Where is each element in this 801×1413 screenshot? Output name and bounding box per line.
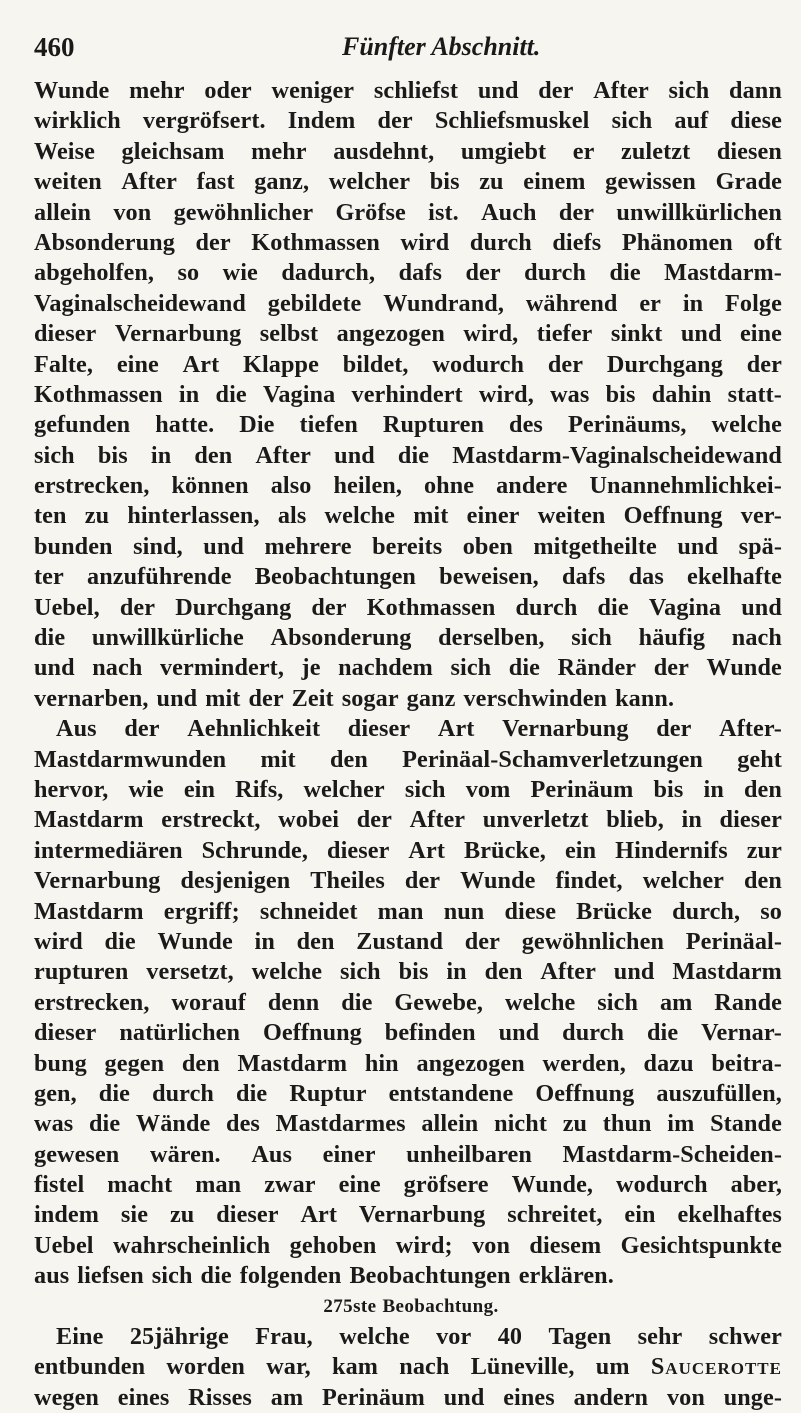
text-line: erstrecken, worauf denn die Gewebe, welche sich am Rande (34, 988, 782, 1016)
text-line: was die Wände des Mastdarmes allein nicht zu thun im Stande (34, 1110, 782, 1138)
text-line: Mastdarm erstreckt, wobei der After unverletzt blieb, in dieser (34, 806, 782, 834)
text-line: Vernarbung desjenigen Theiles der Wunde findet, welcher den (34, 867, 782, 895)
text-line: die unwillkürliche Absonderung derselben, sich häufig nach (34, 624, 782, 652)
section-title: Fünfter Abschnitt. (342, 32, 541, 61)
text-line: Weise gleichsam mehr ausdehnt, umgiebt er zuletzt diesen (34, 137, 782, 165)
text-line: Eine 25jährige Frau, welche vor 40 Tagen sehr schwer (56, 1323, 782, 1351)
text-line: sich bis in den After und die Mastdarm-Vaginalscheidewand (34, 441, 782, 469)
text-line: vernarben, und mit der Zeit sogar ganz verschwinden kann. (34, 684, 675, 712)
text-line: fistel macht man zwar eine gröfsere Wunde, wodurch aber, (34, 1171, 782, 1199)
text-line: aus liefsen sich die folgenden Beobachtungen erklären. (34, 1262, 614, 1290)
page-number: 460 (34, 32, 75, 62)
text-line: dieser Vernarbung selbst angezogen wird, tiefer sinkt und eine (34, 320, 782, 348)
text-line: gefunden hatte. Die tiefen Rupturen des Perinäums, welche (34, 411, 782, 439)
text-line: dieser natürlichen Oeffnung befinden und durch die Vernar- (34, 1019, 782, 1047)
text-line: Absonderung der Kothmassen wird durch diefs Phänomen oft (34, 228, 782, 256)
text-line: bunden sind, und mehrere bereits oben mitgetheilte und spä- (34, 532, 782, 560)
text-line: Aus der Aehnlichkeit dieser Art Vernarbung der After- (56, 715, 782, 743)
text-line: ten zu hinterlassen, als welche mit einer weiten Oeffnung ver- (34, 502, 782, 530)
text-line: Uebel, der Durchgang der Kothmassen durch die Vagina und (34, 593, 782, 621)
text-line: rupturen versetzt, welche sich bis in den After und Mastdarm (34, 958, 782, 986)
text-line: intermediären Schrunde, dieser Art Brücke, ein Hindernifs zur (34, 836, 782, 864)
text-line: gen, die durch die Ruptur entstandene Oeffnung auszufüllen, (34, 1079, 782, 1107)
text-line: und nach vermindert, je nachdem sich die Ränder der Wunde (34, 654, 782, 682)
text-line: allein von gewöhnlicher Gröfse ist. Auch der unwillkürlichen (34, 198, 782, 226)
text-line: gewesen wären. Aus einer unheilbaren Mastdarm-Scheiden- (34, 1140, 782, 1168)
observation-heading: 275ste Beobachtung. (323, 1295, 499, 1317)
text-line: wirklich vergröfsert. Indem der Schliefsmuskel sich auf diese (34, 107, 782, 135)
text-line: Mastdarm ergriff; schneidet man nun diese Brücke durch, so (34, 897, 782, 925)
text-line: wird die Wunde in den Zustand der gewöhnlichen Perinäal- (34, 927, 782, 955)
text-line: ter anzuführende Beobachtungen beweisen, dafs das ekelhafte (34, 563, 782, 591)
text-line: entbunden worden war, kam nach Lüneville, um Saucerotte (34, 1352, 782, 1382)
text-line: Kothmassen in die Vagina verhindert wird, was bis dahin statt- (34, 380, 782, 408)
text-line: abgeholfen, so wie dadurch, dafs der durch die Mastdarm- (34, 259, 782, 287)
text-line: Vaginalscheidewand gebildete Wundrand, während er in Folge (34, 289, 782, 317)
text-line: erstrecken, können also heilen, ohne andere Unannehmlichkei- (34, 472, 782, 500)
running-head (34, 30, 794, 64)
text-line: bung gegen den Mastdarm hin angezogen werden, dazu beitra- (34, 1049, 782, 1077)
text-line: indem sie zu dieser Art Vernarbung schreitet, ein ekelhaftes (34, 1201, 782, 1229)
text-line: weiten After fast ganz, welcher bis zu einem gewissen Grade (34, 168, 782, 196)
text-line: wegen eines Risses am Perinäum und eines andern von unge- (34, 1383, 782, 1411)
text-line: Falte, eine Art Klappe bildet, wodurch der Durchgang der (34, 350, 782, 378)
text-line: Wunde mehr oder weniger schliefst und der After sich dann (34, 77, 782, 104)
text-line: hervor, wie ein Rifs, welcher sich vom Perinäum bis in den (34, 775, 782, 803)
text-line: Uebel wahrscheinlich gehoben wird; von diesem Gesichtspunkte (34, 1231, 782, 1259)
body-text (34, 76, 782, 1413)
author-name: Saucerotte (650, 1353, 782, 1381)
text-line: Mastdarmwunden mit den Perinäal-Schamverletzungen geht (34, 745, 782, 773)
